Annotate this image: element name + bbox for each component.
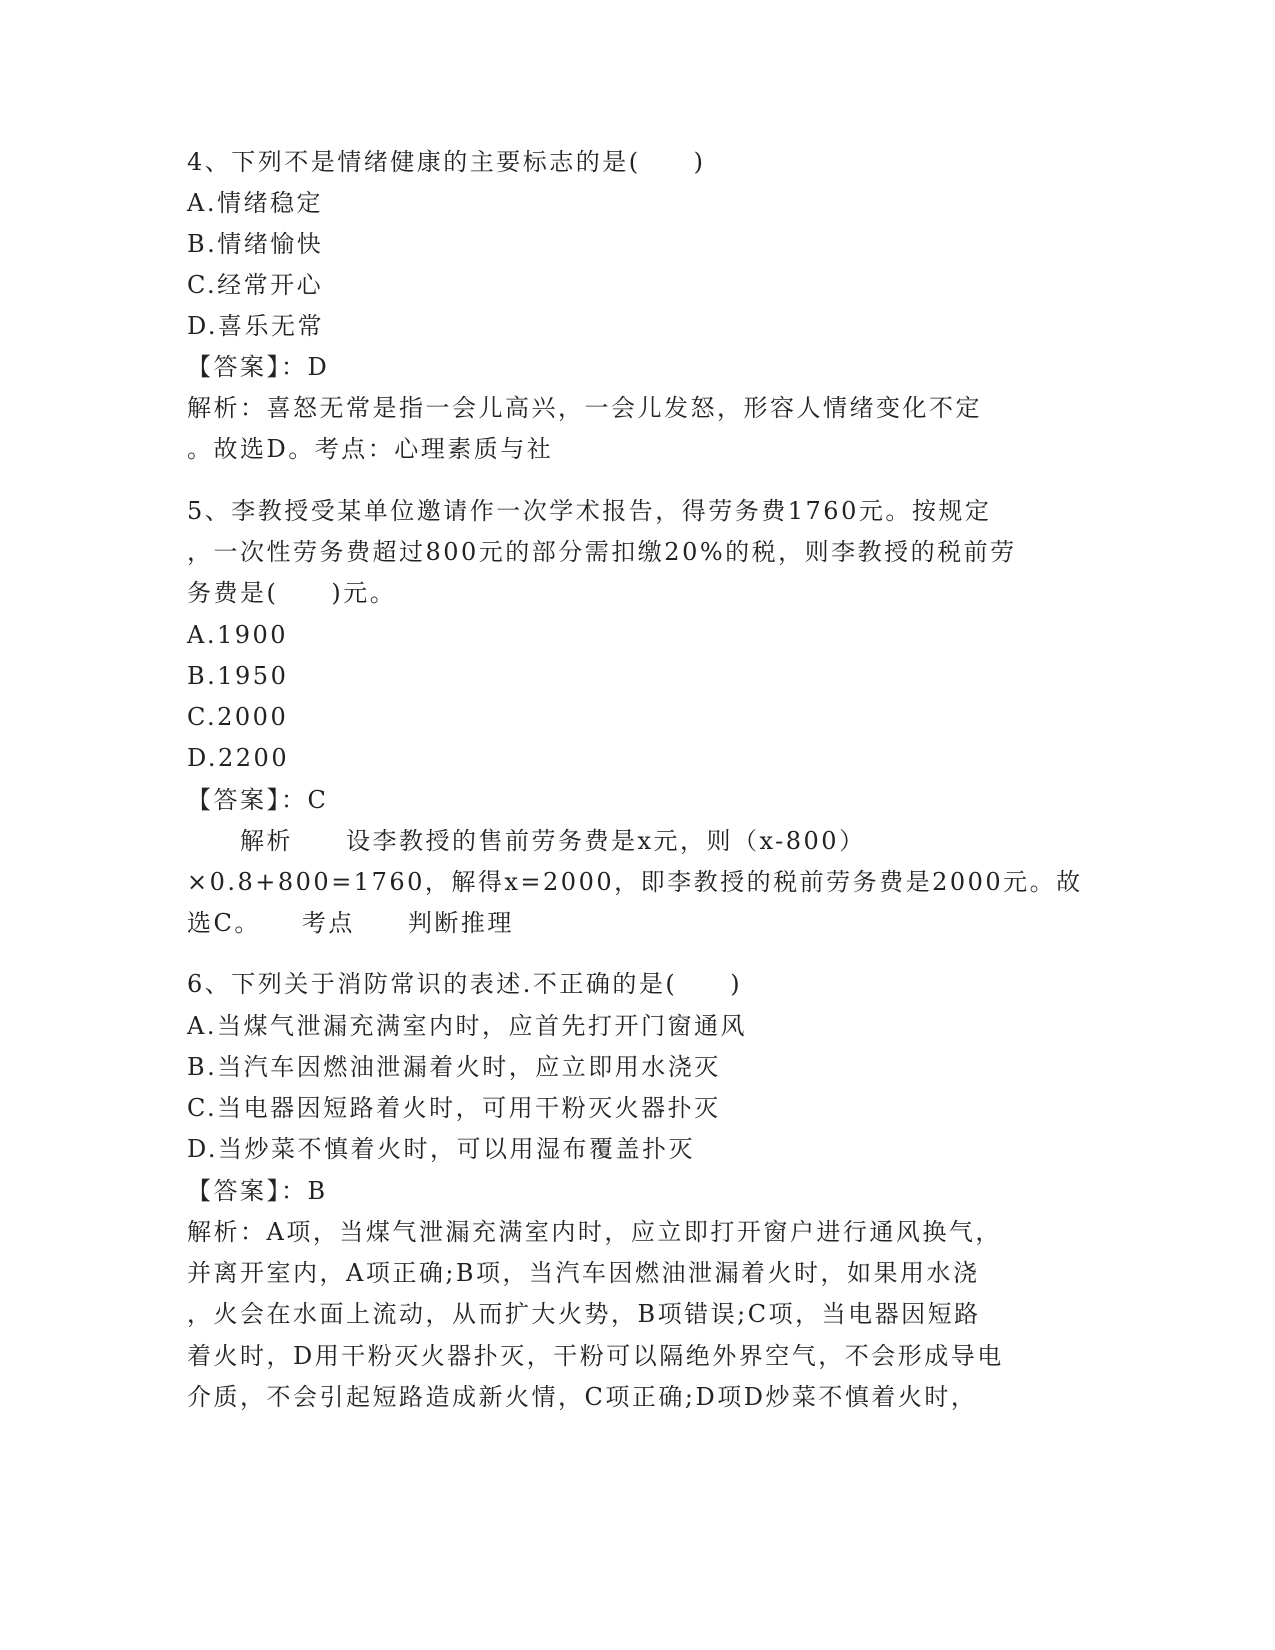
question-6-explanation-line-5: 介质，不会引起短路造成新火情，C项正确;D项D炒菜不慎着火时， (187, 1383, 978, 1411)
question-4-text: 4、下列不是情绪健康的主要标志的是( ) (187, 148, 706, 176)
question-5-answer: 【答案】：C (187, 786, 329, 814)
question-4-option-c: C.经常开心 (187, 271, 324, 299)
question-6-explanation-line-2: 并离开室内，A项正确;B项，当汽车因燃油泄漏着火时，如果用水浇 (187, 1259, 980, 1287)
question-6-option-b: B.当汽车因燃油泄漏着火时，应立即用水浇灭 (187, 1053, 721, 1081)
question-5-explanation-line-2: ×0.8+800=1760，解得x=2000，即李教授的税前劳务费是2000元。故 (187, 868, 1083, 896)
question-5-explanation-line-3: 选C。 考点 判断推理 (187, 909, 514, 937)
question-5-explanation-line-1: 解析 设李教授的售前劳务费是x元，则（x-800） (187, 827, 866, 855)
question-6-option-d: D.当炒菜不慎着火时，可以用湿布覆盖扑灭 (187, 1135, 696, 1163)
question-5-option-c: C.2000 (187, 703, 289, 731)
question-5-text-line-3: 务费是( )元。 (187, 579, 397, 607)
question-6-option-c: C.当电器因短路着火时，可用干粉灭火器扑灭 (187, 1094, 721, 1122)
question-5-option-b: B.1950 (187, 662, 289, 690)
question-5-option-a: A.1900 (187, 621, 289, 649)
question-6-text: 6、下列关于消防常识的表述.不正确的是( ) (187, 970, 743, 998)
question-5-text-line-1: 5、李教授受某单位邀请作一次学术报告，得劳务费1760元。按规定 (187, 497, 992, 525)
question-4-explanation-line-2: 。故选D。考点：心理素质与社 (187, 435, 554, 463)
question-4-option-b: B.情绪愉快 (187, 230, 324, 258)
question-4-option-a: A.情绪稳定 (187, 189, 323, 217)
question-6-explanation-line-4: 着火时，D用干粉灭火器扑灭，干粉可以隔绝外界空气，不会形成导电 (187, 1342, 1004, 1370)
question-4-option-d: D.喜乐无常 (187, 312, 325, 340)
question-4-answer: 【答案】：D (187, 353, 330, 381)
question-6-explanation-line-3: ，火会在水面上流动，从而扩大火势，B项错误;C项，当电器因短路 (187, 1300, 981, 1328)
question-6-explanation-line-1: 解析：A项，当煤气泄漏充满室内时，应立即打开窗户进行通风换气， (187, 1218, 1002, 1246)
question-6-option-a: A.当煤气泄漏充满室内时，应首先打开门窗通风 (187, 1012, 747, 1040)
question-5-option-d: D.2200 (187, 744, 290, 772)
question-4-explanation-line-1: 解析：喜怒无常是指一会儿高兴，一会儿发怒，形容人情绪变化不定 (187, 394, 982, 422)
question-5-text-line-2: ，一次性劳务费超过800元的部分需扣缴20%的税，则李教授的税前劳 (187, 538, 1017, 566)
question-6-answer: 【答案】：B (187, 1177, 328, 1205)
